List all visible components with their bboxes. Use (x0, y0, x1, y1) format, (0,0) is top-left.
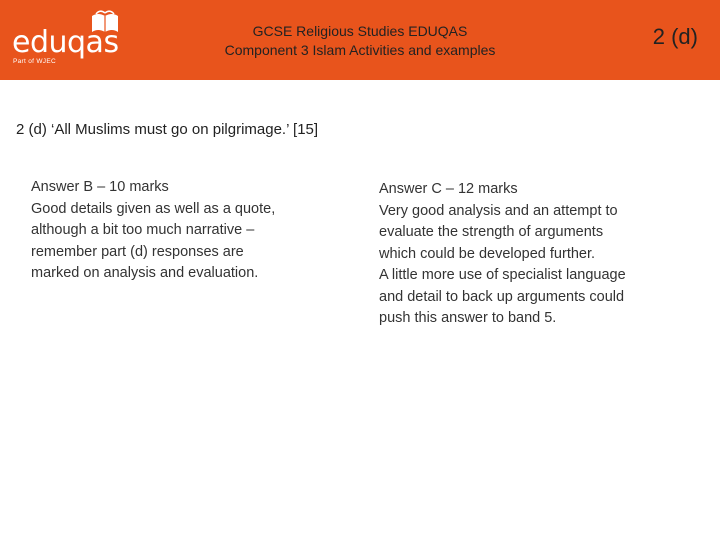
question-text: 2 (d) ‘All Muslims must go on pilgrimage.’ [15] (16, 121, 319, 138)
answer-b-line: marked on analysis and evaluation. (31, 265, 259, 281)
answer-c-line: Very good analysis and an attempt to (379, 202, 618, 219)
answer-b-line: remember part (d) responses are (31, 243, 244, 260)
page-title (180, 22, 540, 60)
title-line-2: Component 3 Islam Activities and examples (224, 42, 496, 58)
answer-b-line: Good details given as well as a quote, (31, 200, 276, 217)
answer-c-line: and detail to back up arguments could (379, 288, 625, 305)
answer-c-block (379, 179, 679, 330)
answer-c-line: A little more use of specialist language (379, 267, 626, 283)
title-line-1: GCSE Religious Studies EDUQAS (252, 23, 468, 39)
logo-wordmark: eduqas (12, 25, 119, 60)
question-badge: 2 (d) (652, 24, 698, 49)
answer-c-line: push this answer to band 5. (379, 310, 557, 326)
answer-c-line: which could be developed further. (379, 245, 596, 262)
answer-b-block (31, 177, 331, 285)
answer-c-heading: Answer C – 12 marks (379, 181, 518, 197)
eduqas-logo (10, 6, 120, 70)
answer-b-heading: Answer B – 10 marks (31, 179, 169, 195)
logo-tagline: Part of WJEC (13, 58, 56, 65)
answer-c-line: evaluate the strength of arguments (379, 224, 604, 240)
header-bar (0, 0, 720, 80)
answer-b-line: although a bit too much narrative – (31, 222, 255, 238)
